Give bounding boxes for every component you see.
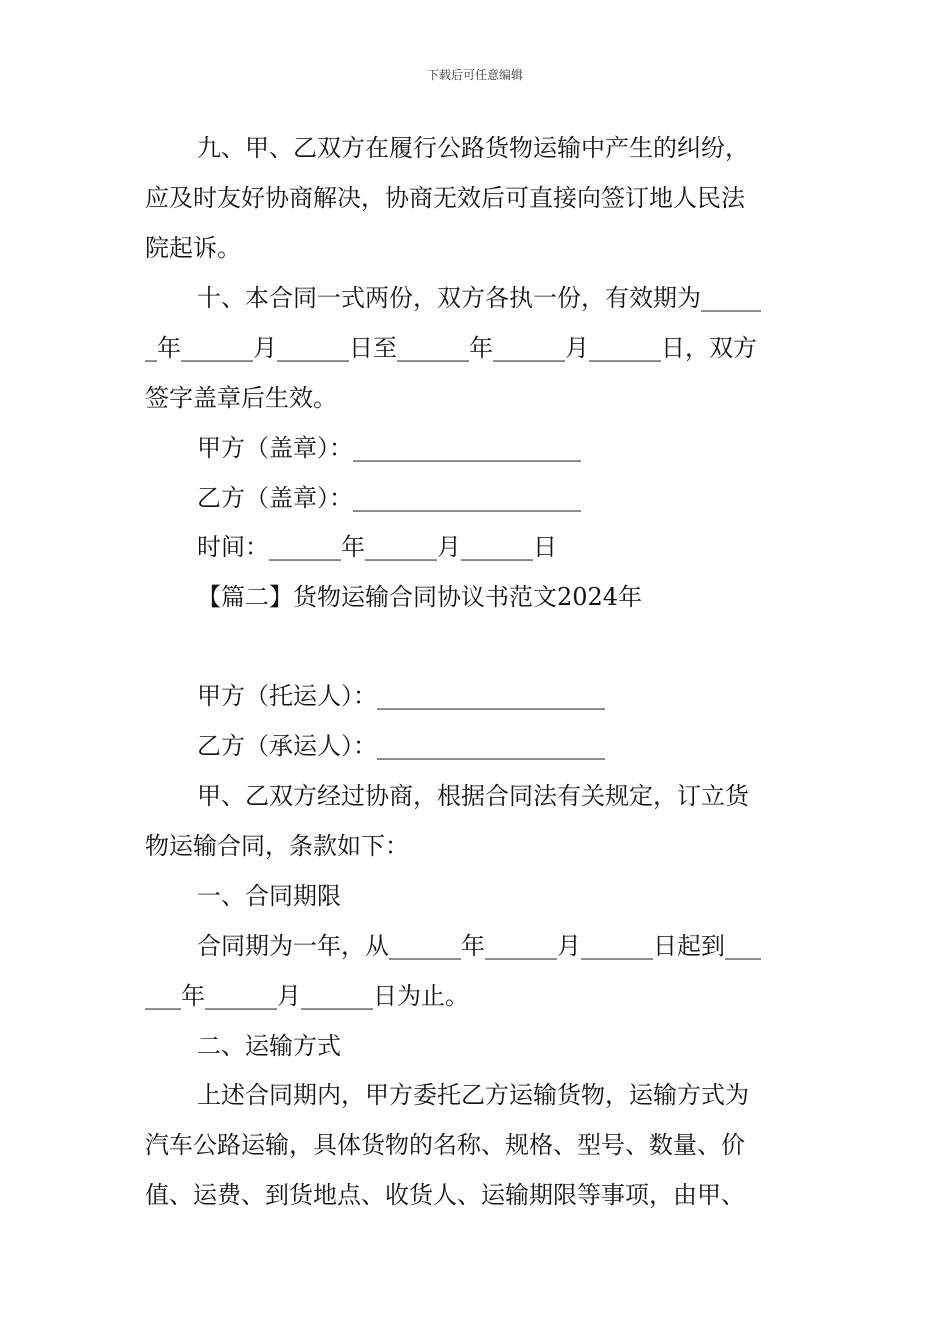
party-b-seal-line: 乙方（盖章）：___________________ [197, 484, 581, 512]
transport-heading: 二、运输方式 [197, 1032, 341, 1060]
term-line-1: 合同期为一年，从______年______月______日起到___ [197, 932, 761, 960]
date-line: 时间：______年______月______日 [197, 533, 557, 561]
preamble-line-1: 甲、乙双方经过协商，根据合同法有关规定，订立货 [197, 782, 749, 810]
clause-nine-line-3: 院起诉。 [145, 234, 241, 262]
carrier-line: 乙方（承运人）：___________________ [197, 732, 605, 760]
clause-nine-line-1: 九、甲、乙双方在履行公路货物运输中产生的纠纷， [197, 134, 749, 162]
transport-line-3: 值、运费、到货地点、收货人、运输期限等事项，由甲、 [145, 1181, 745, 1209]
transport-line-2: 汽车公路运输，具体货物的名称、规格、型号、数量、价 [145, 1131, 745, 1159]
transport-line-1: 上述合同期内，甲方委托乙方运输货物，运输方式为 [197, 1081, 749, 1109]
clause-ten-line-2: _年______月______日至______年______月______日，双方 [145, 334, 757, 362]
clause-ten-line-3: 签字盖章后生效。 [145, 384, 337, 412]
term-heading: 一、合同期限 [197, 882, 341, 910]
page-header: 下载后可任意编辑 [426, 68, 523, 82]
shipper-line: 甲方（托运人）：___________________ [197, 682, 605, 710]
clause-ten-line-1: 十、本合同一式两份，双方各执一份，有效期为_____ [197, 284, 761, 312]
term-line-2: ___年______月______日为止。 [145, 982, 469, 1010]
section-two-title: 【篇二】货物运输合同协议书范文2024年 [197, 583, 643, 611]
party-a-seal-line: 甲方（盖章）：___________________ [197, 434, 581, 462]
preamble-line-2: 物运输合同，条款如下： [145, 832, 409, 860]
clause-nine-line-2: 应及时友好协商解决，协商无效后可直接向签订地人民法 [145, 184, 745, 212]
